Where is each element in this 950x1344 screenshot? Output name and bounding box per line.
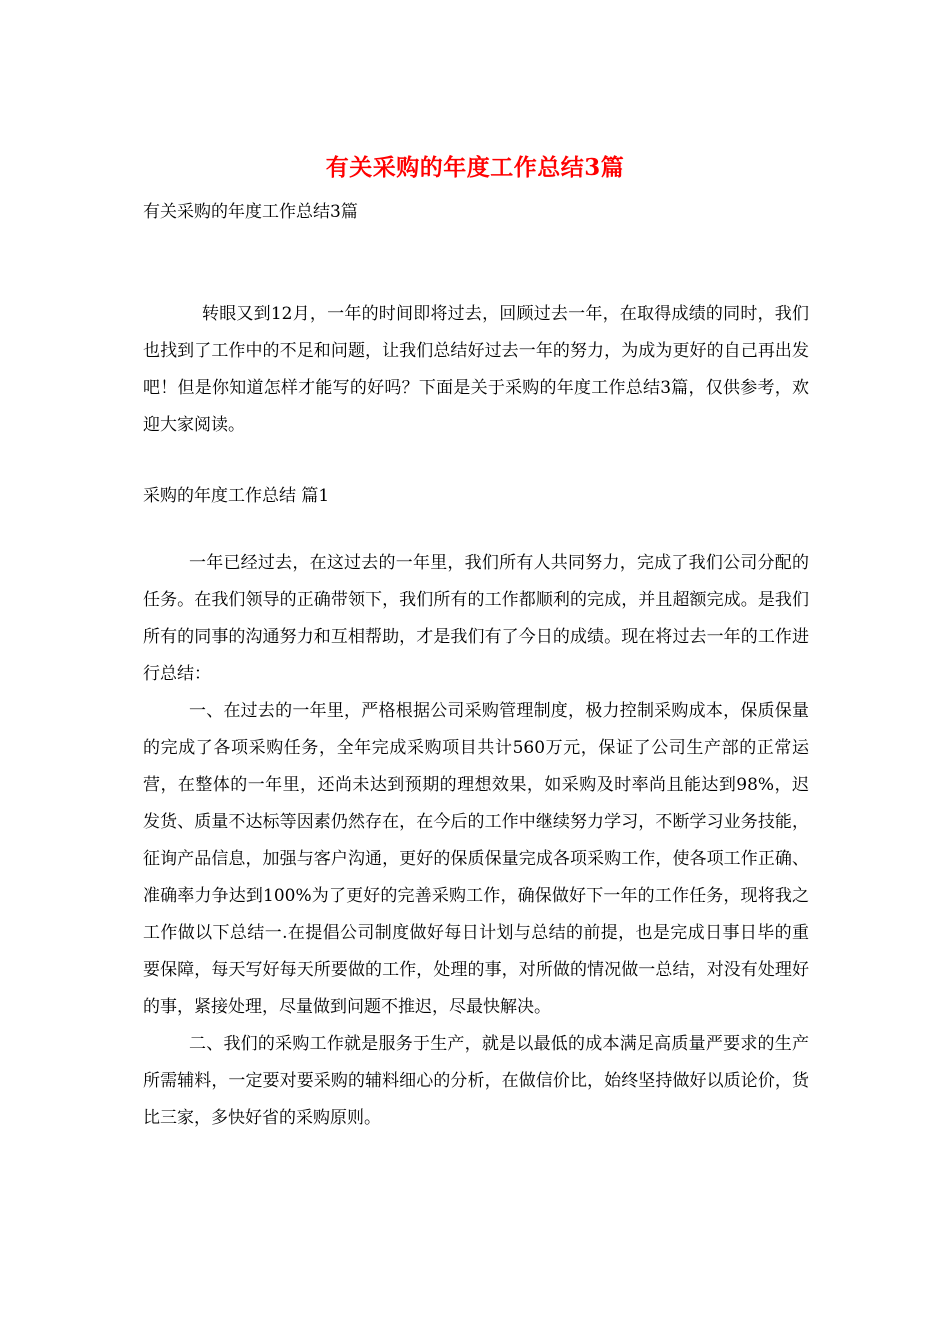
body-paragraph: 二、我们的采购工作就是服务于生产，就是以最低的成本满足高质量严要求的生产所需辅料，一定要对要采购的辅料细心的分析，在做信价比，始终坚持做好以质论价，货比三家，多快好省的采购原则。 (143, 1034, 809, 1128)
body-paragraph: 一年已经过去，在这过去的一年里，我们所有人共同努力，完成了我们公司分配的任务。在我们领导的正确带领下，我们所有的工作都顺利的完成，并且超额完成。是我们所有的同事的沟通努力和互相帮助，才是我们有了今日的成绩。现在将过去一年的工作进行总结： (143, 553, 809, 684)
body-paragraph: 一、在过去的一年里，严格根据公司采购管理制度，极力控制采购成本，保质保量的完成了各项采购任务，全年完成采购项目共计560万元，保证了公司生产部的正常运营，在整体的一年里，还尚未达到预期的理想效果，如采购及时率尚且能达到98%，迟发货、质量不达标等因素仍然存在，在今后的工作中继续努力学习，不断学习业务技能，征询产品信息，加强与客户沟通，更好的保质保量完成各项采购工作，使各项工作正确、准确率力争达到100%为了更好的完善采购工作，确保做好下一年的工作任务，现将我之工作做以下总结一.在提倡公司制度做好每日计划与总结的前提，也是完成日事日毕的重要保障，每天写好每天所要做的工作，处理的事，对所做的情况做一总结，对没有处理好的事，紧接处理，尽量做到问题不推迟，尽最快解决。 (143, 701, 809, 1017)
document-subtitle: 有关采购的年度工作总结3篇 (143, 202, 358, 222)
intro-paragraph: 转眼又到12月，一年的时间即将过去，回顾过去一年，在取得成绩的同时，我们也找到了工作中的不足和问题，让我们总结好过去一年的努力，为成为更好的自己再出发吧！但是你知道怎样才能写的好吗？下面是关于采购的年度工作总结3篇，仅供参考，欢迎大家阅读。 (143, 304, 809, 435)
section-body (143, 545, 809, 1137)
section-heading: 采购的年度工作总结 篇1 (143, 486, 330, 506)
document-title: 有关采购的年度工作总结3篇 (325, 154, 625, 181)
